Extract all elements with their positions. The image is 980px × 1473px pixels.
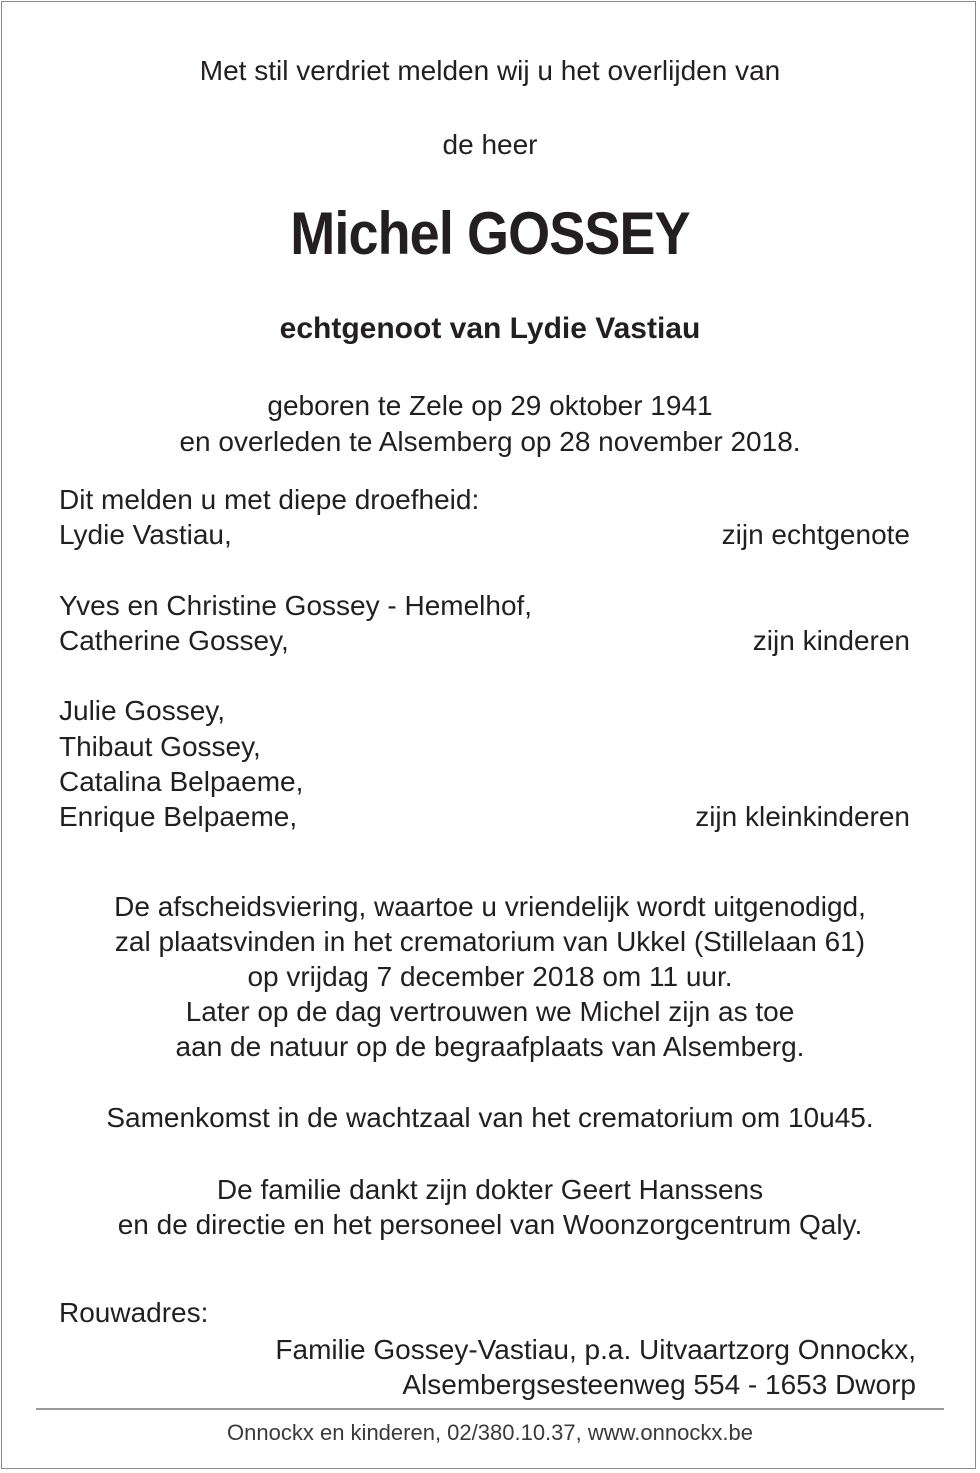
service-line: aan de natuur op de begraafplaats van Alsemberg.	[175, 1031, 805, 1062]
mourner-name: Enrique Belpaeme,	[59, 801, 298, 832]
death-line: en overleden te Alsemberg op 28 november 2018.	[179, 426, 801, 457]
footer-divider	[36, 1408, 944, 1410]
mourner-name: Catherine Gossey,	[59, 625, 289, 656]
service-line: op vrijdag 7 december 2018 om 11 uur.	[247, 961, 733, 992]
service-line: De afscheidsviering, waartoe u vriendelijk wordt uitgenodigd,	[114, 891, 866, 922]
address-label: Rouwadres:	[59, 1297, 209, 1328]
footer-credit: Onnockx en kinderen, 02/380.10.37, www.onnockx.be	[227, 1420, 753, 1445]
mourner-name: Lydie Vastiau,	[59, 519, 232, 550]
thanks-text	[0, 1172, 980, 1242]
mourners-heading: Dit melden u met diepe droefheid:	[59, 484, 480, 515]
deceased-name: Michel GOSSEY	[290, 200, 690, 267]
thanks-line: De familie dankt zijn dokter Geert Hanssens	[216, 1174, 764, 1205]
birth-line: geboren te Zele op 29 oktober 1941	[267, 390, 713, 421]
mourner-name: Catalina Belpaeme,	[59, 766, 304, 797]
mourner-relation: zijn kleinkinderen	[695, 801, 910, 832]
mourner-name: Yves en Christine Gossey - Hemelhof,	[59, 590, 533, 621]
service-line: Later op de dag vertrouwen we Michel zijn as toe	[185, 996, 795, 1027]
address-line: Alsembergsesteenweg 554 - 1653 Dworp	[402, 1369, 916, 1400]
title-prefix: de heer	[442, 129, 538, 160]
mourner-relation: zijn kinderen	[752, 625, 910, 656]
mourner-name: Julie Gossey,	[59, 695, 225, 726]
address-line: Familie Gossey-Vastiau, p.a. Uitvaartzorg Onnockx,	[275, 1334, 916, 1365]
spouse-line: echtgenoot van Lydie Vastiau	[279, 312, 701, 345]
mourner-relation: zijn echtgenote	[721, 519, 910, 550]
mourner-name: Thibaut Gossey,	[59, 731, 261, 762]
service-line: zal plaatsvinden in het crematorium van Ukkel (Stillelaan 61)	[114, 926, 866, 957]
thanks-line: en de directie en het personeel van Woonzorgcentrum Qaly.	[117, 1209, 863, 1240]
service-details	[0, 889, 980, 1064]
intro-text: Met stil verdriet melden wij u het overlijden van	[199, 55, 781, 86]
gathering-line: Samenkomst in de wachtzaal van het crematorium om 10u45.	[106, 1102, 874, 1133]
